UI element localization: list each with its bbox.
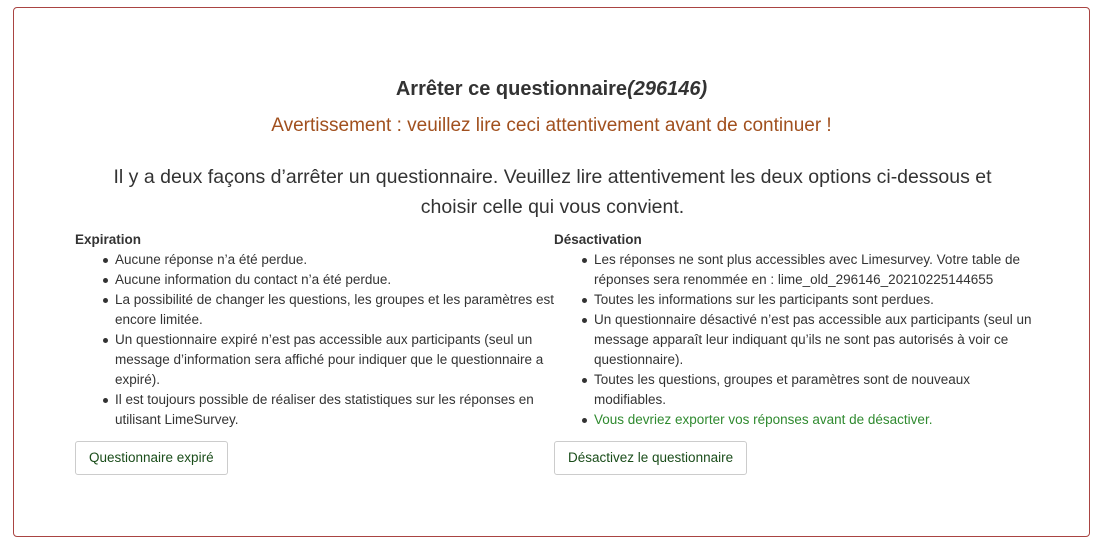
deactivation-heading: Désactivation — [554, 232, 642, 247]
deactivate-survey-button[interactable]: Désactivez le questionnaire — [554, 441, 747, 475]
deactivation-list — [554, 250, 1039, 430]
expiration-heading: Expiration — [75, 232, 142, 247]
expire-survey-button[interactable]: Questionnaire expiré — [75, 441, 228, 475]
warning-message: Avertissement : veuillez lire ceci attentivement avant de continuer ! — [271, 115, 832, 136]
page-title — [14, 77, 1089, 101]
title-text: Arrêter ce questionnaire — [395, 78, 628, 100]
list-item: Un questionnaire désactivé n’est pas accessible aux participants (seul un message apparaît leur indiquant qu’ils ne sont pas autorisés à voir ce questionnaire). — [594, 310, 1039, 370]
list-item: Un questionnaire expiré n’est pas accessible aux participants (seul un message d’information sera affiché pour indiquer que le questionnaire a expiré). — [115, 330, 560, 390]
list-item: Les réponses ne sont plus accessibles avec Limesurvey. Votre table de réponses sera renommée en : lime_old_296146_20210225144655 — [594, 250, 1039, 290]
intro-text: Il y a deux façons d’arrêter un questionnaire. Veuillez lire attentivement les deux options ci-dessous et choisir celle qui vous convient. — [113, 166, 992, 218]
list-item: La possibilité de changer les questions, les groupes et les paramètres est encore limitée. — [115, 290, 560, 330]
export-advice-item: Vous devriez exporter vos réponses avant de désactiver. — [594, 410, 1039, 430]
expiration-section — [75, 230, 560, 430]
deactivation-section — [554, 230, 1039, 430]
list-item: Aucune réponse n’a été perdue. — [115, 250, 560, 270]
stop-survey-panel — [13, 7, 1090, 537]
list-item: Toutes les informations sur les participants sont perdues. — [594, 290, 1039, 310]
list-item: Aucune information du contact n’a été perdue. — [115, 270, 560, 290]
survey-id: (296146) — [627, 78, 708, 100]
list-item: Toutes les questions, groupes et paramètres sont de nouveaux modifiables. — [594, 370, 1039, 410]
list-item: Il est toujours possible de réaliser des statistiques sur les réponses en utilisant LimeSurvey. — [115, 390, 560, 430]
expiration-list — [75, 250, 560, 430]
